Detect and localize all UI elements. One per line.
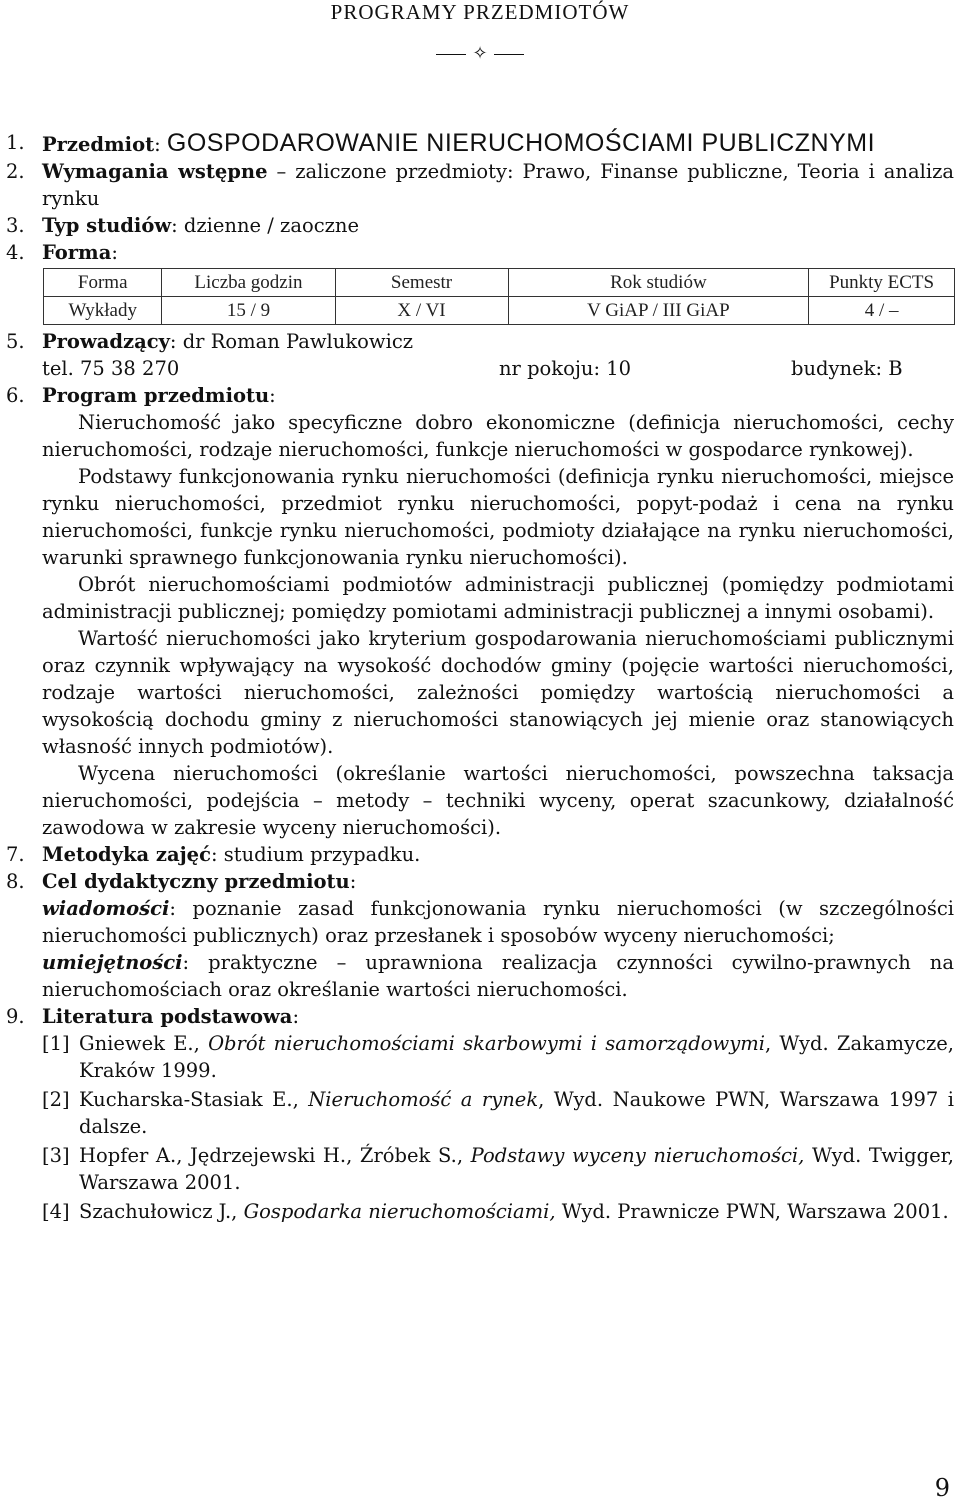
literature-publisher: , Wyd. Zakamycze, Kraków 1999. — [79, 1032, 954, 1082]
item-didactic-goal: 8. Cel dydaktyczny przedmiotu: wiadomości: poznanie zasad funkcjonowania rynku nieruchomości (w szczególności nieruchomości publicznych) oraz przesłanek i sposobów wyceny nieruchomości; umiejętności: praktyczne – uprawniona realizacja czynności cywilno-prawnych na nieruchomościach oraz określanie wartości nieruchomości. — [6, 870, 954, 1001]
literature-title: Gospodarka nieruchomościami, — [243, 1200, 556, 1223]
building: budynek: B — [791, 357, 903, 380]
program-paragraph: Wartość nieruchomości jako kryterium gospodarowania nieruchomościami publicznymi oraz czynnik wpływający na wysokość dochodów gminy (pojęcie wartości nieruchomości, rodzaje wartości nieruchomości, zależności pomiędzy wartością nieruchomości a wysokością dochodu gminy z nieruchomości stanowiących jej mienie oraz stanowiących własność innych podmiotów). — [42, 627, 954, 758]
lecturer-label: Prowadzący — [42, 330, 170, 353]
literature-entry — [0, 1086, 960, 1140]
literature-title: Nieruchomość a rynek — [308, 1088, 539, 1111]
methodology-label: Metodyka zajęć — [42, 843, 211, 866]
prerequisites-label: Wymagania wstępne — [42, 160, 268, 183]
knowledge-text: : poznanie zasad funkcjonowania rynku nieruchomości (w szczególności nieruchomości publicznych) oraz przesłanek i sposobów wyceny nieruchomości; — [42, 897, 954, 947]
room-number: nr pokoju: 10 — [499, 357, 632, 380]
item-prerequisites — [0, 158, 960, 212]
literature-title: Obrót nieruchomościami skarbowymi i samorządowymi — [208, 1032, 765, 1055]
didactic-goal-label: Cel dydaktyczny przedmiotu — [42, 870, 350, 893]
form-table-cell: V GiAP / III GiAP — [508, 297, 809, 325]
form-label: Forma — [42, 241, 112, 264]
form-table-cell: Wykłady — [44, 297, 162, 325]
lecturer-value: : dr Roman Pawlukowicz — [169, 330, 414, 353]
literature-number: [3] — [42, 1144, 70, 1167]
literature-author: Szachułowicz J., — [79, 1200, 244, 1223]
sparkle-icon: ✧ — [472, 43, 488, 64]
form-table-row — [44, 297, 955, 325]
item-number: 5. — [6, 330, 25, 353]
ornament-dash-right — [494, 54, 524, 55]
program-paragraph: Obrót nieruchomościami podmiotów administracji publicznej (pomiędzy podmiotami administracji publicznej; pomiędzy pomiotami administracji publicznej a innymi osobami). — [42, 573, 954, 623]
form-table-header: Forma — [44, 269, 162, 297]
item-number: 8. — [6, 870, 25, 893]
item-methodology — [0, 841, 960, 868]
page-number: 9 — [934, 1474, 950, 1502]
form-table-header: Rok studiów — [508, 269, 809, 297]
goal-knowledge — [42, 895, 954, 949]
item-number: 6. — [6, 384, 25, 407]
course-program — [0, 129, 960, 1227]
item-number: 1. — [6, 131, 25, 154]
form-table-cell: 4 / – — [809, 297, 955, 325]
literature-author: Hopfer A., Jędrzejewski H., Źróbek S., — [79, 1144, 471, 1167]
running-header: PROGRAMY PRZEDMIOTÓW — [330, 0, 630, 24]
item-number: 9. — [6, 1005, 25, 1028]
program-paragraph: Wycena nieruchomości (określanie wartości nieruchomości, powszechna taksacja nieruchomości, podejścia – metody – techniki wyceny, operat szacunkowy, działalność zawodowa w zakresie wyceny nieruchomości). — [42, 762, 954, 839]
item-form: 4. Forma: — [6, 241, 118, 264]
literature-entry — [0, 1142, 960, 1196]
literature-publisher: , Wyd. Naukowe PWN, Warszawa 1997 i dalsze. — [79, 1088, 955, 1138]
study-type-label: Typ studiów — [42, 214, 172, 237]
contact-row — [42, 355, 954, 382]
skills-label: umiejętności — [42, 951, 183, 974]
literature-author: Gniewek E., — [79, 1032, 209, 1055]
program-paragraph: Podstawy funkcjonowania rynku nieruchomości (definicja rynku nieruchomości, miejsce rynku nieruchomości, przedmiot rynku nieruchomości, popyt-podaż i cena na rynku nieruchomości, funkcje rynku nieruchomości, podmioty działające na rynku nieruchomości, warunki sprawnego funkcjonowania rynku nieruchomości). — [42, 465, 954, 569]
literature-author: Kucharska-Stasiak E., — [79, 1088, 309, 1111]
literature-title: Podstawy wyceny nieruchomości, — [470, 1144, 805, 1167]
form-table-header: Liczba godzin — [162, 269, 335, 297]
subject-title: GOSPODAROWANIE NIERUCHOMOŚCIAMI PUBLICZNYMI — [166, 129, 876, 157]
literature-entry — [0, 1198, 960, 1225]
form-table-cell: 15 / 9 — [162, 297, 335, 325]
item-number: 3. — [6, 214, 25, 237]
ornament-divider — [0, 44, 960, 64]
literature-label: Literatura podstawowa — [42, 1005, 293, 1028]
literature-entry — [0, 1030, 960, 1084]
literature-publisher: Wyd. Twigger, Warszawa 2001. — [79, 1144, 954, 1194]
skills-text: : praktyczne – uprawniona realizacja czynności cywilno-prawnych na nieruchomościach oraz określanie wartości nieruchomości. — [42, 951, 954, 1001]
form-table-cell: X / VI — [335, 297, 508, 325]
ornament-dash-left — [436, 54, 466, 55]
methodology-value: : studium przypadku. — [210, 843, 421, 866]
form-table-header: Punkty ECTS — [809, 269, 955, 297]
item-subject: 1. Przedmiot: GOSPODAROWANIE NIERUCHOMOŚCIAMI PUBLICZNYMI — [6, 129, 876, 157]
form-table-header-row — [44, 269, 955, 297]
program-paragraph: Nieruchomość jako specyficzne dobro ekonomiczne (definicja nieruchomości, cechy nieruchomości, rodzaje nieruchomości, funkcje nieruchomości w gospodarce rynkowej). — [42, 411, 954, 461]
item-number: 2. — [6, 160, 25, 183]
item-number: 4. — [6, 241, 25, 264]
item-lecturer — [0, 328, 960, 382]
literature-publisher: Wyd. Prawnicze PWN, Warszawa 2001. — [555, 1200, 949, 1223]
item-study-type — [0, 212, 960, 239]
study-type-value: : dzienne / zaoczne — [171, 214, 359, 237]
literature-number: [2] — [42, 1088, 70, 1111]
literature-number: [4] — [42, 1200, 70, 1223]
subject-label: Przedmiot — [42, 133, 155, 156]
form-table — [43, 268, 955, 325]
knowledge-label: wiadomości — [42, 897, 170, 920]
item-number: 7. — [6, 843, 25, 866]
item-literature: 9. Literatura podstawowa: — [6, 1005, 300, 1028]
form-table-header: Semestr — [335, 269, 508, 297]
item-program: 6. Program przedmiotu: Nieruchomość jako specyficzne dobro ekonomiczne (definicja nieruchomości, cechy nieruchomości, rodzaje nieruchomości, funkcje nieruchomości w gospodarce rynkowej). Podstawy funkcjonowania rynku nieruchomości (definicja rynku nieruchomości, miejsce rynku nieruchomości, przedmiot rynku nieruchomości, popyt-podaż i cena na rynku nieruchomości, funkcje rynku nieruchomości, podmioty działające na rynku nieruchomości, warunki sprawnego funkcjonowania rynku nieruchomości). Obrót nieruchomościami podmiotów administracji publicznej (pomiędzy podmiotami administracji publicznej; pomiędzy pomiotami administracji publicznej a innymi osobami). Wartość nieruchomości jako kryterium gospodarowania nieruchomościami publicznymi oraz czynnik wpływający na wysokość dochodów gminy (pojęcie wartości nieruchomości, rodzaje wartości nieruchomości, zależności pomiędzy wartością nieruchomości a wysokością dochodu gminy z nieruchomości stanowiących jej mienie oraz stanowiących własność innych podmiotów). Wycena nieruchomości (określanie wartości nieruchomości, powszechna taksacja nieruchomości, podejścia – metody – techniki wyceny, operat szacunkowy, działalność zawodowa w zakresie wyceny nieruchomości). — [6, 384, 954, 839]
literature-number: [1] — [42, 1032, 70, 1055]
program-label: Program przedmiotu — [42, 384, 270, 407]
prerequisites-value: – zaliczone przedmioty: Prawo, Finanse publiczne, Teoria i analiza rynku — [42, 160, 954, 210]
phone-number: tel. 75 38 270 — [42, 357, 180, 380]
goal-skills — [42, 949, 954, 1003]
